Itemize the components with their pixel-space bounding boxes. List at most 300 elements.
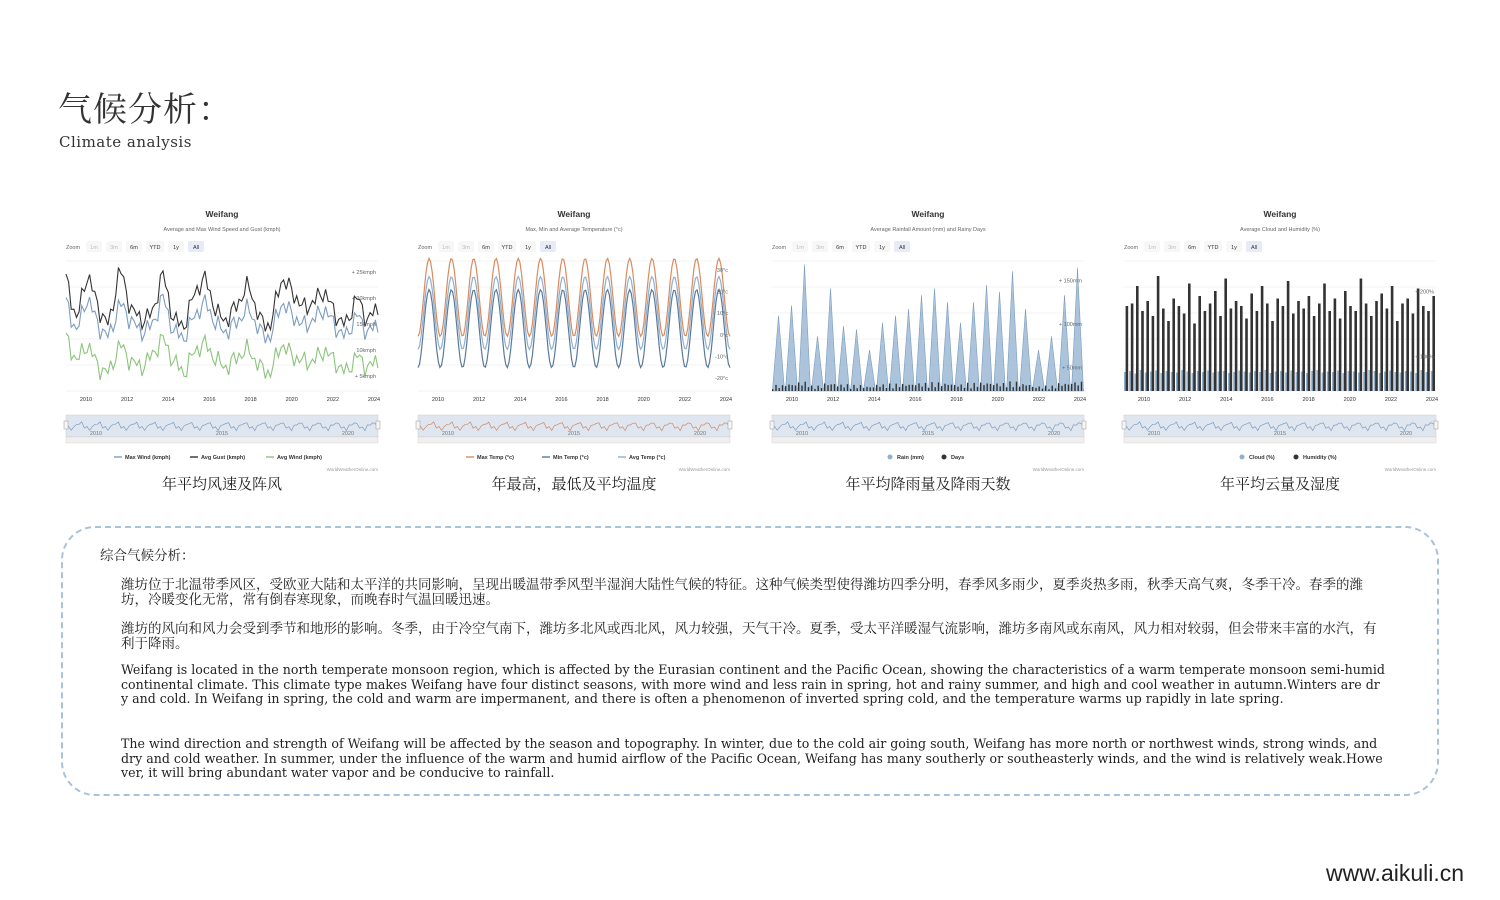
legend-item-label[interactable]: Max Wind (kmph)	[125, 455, 171, 461]
zoom-button-label[interactable]: 3m	[1168, 245, 1176, 251]
legend-item-label[interactable]: Avg Wind (kmph)	[277, 455, 322, 461]
humidity-bar	[1302, 309, 1305, 392]
days-bar	[805, 382, 806, 391]
navigator-left-handle[interactable]	[64, 421, 68, 429]
zoom-button-label[interactable]: All	[544, 245, 552, 251]
days-bar	[779, 388, 780, 391]
humidity-bar	[1339, 319, 1342, 392]
y-tick-label: + 20kmph	[351, 296, 376, 302]
series-line-max-temp	[418, 258, 730, 336]
days-bar	[993, 385, 994, 391]
days-bar	[980, 383, 981, 391]
days-bar	[1055, 388, 1056, 391]
humidity-bar	[1204, 311, 1207, 391]
days-bar	[961, 385, 962, 392]
days-bar	[883, 384, 884, 391]
zoom-button-label[interactable]: 1y	[1231, 245, 1237, 251]
navigator-left-handle[interactable]	[770, 421, 774, 429]
y-tick-label: + 50mm	[1061, 365, 1082, 372]
humidity-bar	[1178, 306, 1181, 391]
navigator-tick-label: 2010	[441, 431, 455, 437]
humidity-bar	[1318, 304, 1321, 392]
days-bar	[983, 385, 984, 391]
x-tick-label: 2010	[79, 397, 93, 403]
days-bar	[909, 385, 910, 391]
days-bar	[860, 385, 861, 391]
x-tick-label: 2018	[596, 397, 609, 403]
humidity-bar	[1214, 291, 1217, 391]
x-tick-label: 2012	[1178, 397, 1192, 403]
navigator-right-handle[interactable]	[1082, 421, 1086, 429]
humidity-bar	[1157, 276, 1160, 391]
days-bar	[847, 384, 848, 391]
days-bar	[866, 387, 867, 391]
humidity-bar	[1401, 304, 1404, 392]
zoom-button-label[interactable]: 1m	[90, 245, 98, 251]
chart-credit: WorldWeatherOnline.com	[1032, 467, 1084, 472]
humidity-bar	[1328, 311, 1331, 391]
navigator-right-handle[interactable]	[1434, 421, 1438, 429]
legend-item-label[interactable]: Max Temp (°c)	[477, 455, 514, 461]
navigator-tick-label: 2020	[341, 431, 355, 437]
zoom-button-label[interactable]: All	[898, 245, 906, 251]
humidity-bar	[1188, 284, 1191, 392]
legend-item-label[interactable]: Humidity (%)	[1303, 455, 1337, 461]
zoom-button-label[interactable]: 1m	[1148, 245, 1156, 251]
wind-chart	[62, 205, 382, 475]
x-tick-label: 2012	[826, 397, 840, 403]
days-bar	[818, 386, 819, 391]
humidity-bar	[1406, 299, 1409, 392]
series-line-avg-gust	[66, 268, 378, 332]
days-bar	[1065, 384, 1066, 391]
humidity-bar	[1141, 311, 1144, 391]
humidity-bar	[1240, 306, 1243, 391]
chart-credit: WorldWeatherOnline.com	[1384, 467, 1436, 472]
zoom-button-label[interactable]: All	[192, 245, 200, 251]
days-bar	[974, 383, 975, 391]
chart-title: Weifang	[205, 209, 239, 219]
days-bar	[899, 387, 900, 391]
wind-chart-panel	[62, 205, 382, 493]
x-tick-label: 2014	[514, 397, 527, 403]
x-tick-label: 2014	[868, 397, 881, 403]
navigator-tick-label: 2015	[1273, 431, 1287, 437]
humidity-bar	[1354, 311, 1357, 391]
navigator-tick-label: 2020	[1399, 431, 1413, 437]
days-bar	[964, 388, 965, 391]
navigator-right-handle[interactable]	[728, 421, 732, 429]
legend-marker	[942, 455, 947, 460]
days-bar	[941, 386, 942, 391]
x-tick-label: 2016	[1261, 397, 1274, 403]
cloud-humidity-chart	[1120, 205, 1440, 475]
x-tick-label: 2022	[678, 397, 692, 403]
zoom-button-label[interactable]: 3m	[110, 245, 118, 251]
days-bar	[840, 385, 841, 391]
days-bar	[1058, 383, 1059, 391]
days-bar	[876, 385, 877, 391]
days-bar	[886, 388, 887, 391]
analysis-paragraph-en-1: Weifang is located in the north temperate monsoon region, which is affected by the Eurasian continent and the Pacific Ocean, showing the characteristics of a warm temperate monsoon semi-humid continental climate. This climate type makes Weifang have four distinct seasons, with more wind and less rain in spring, hot and rainy summer, and high and cool weather in autumn.Winters are dry and cold. In Weifang in spring, the cold and warm are impermanent, and there is often a phenomenon of inverted spring cold, and the temperature warms up rapidly in late spring.	[121, 662, 1389, 707]
days-bar	[954, 385, 955, 391]
x-tick-label: 2016	[555, 397, 568, 403]
days-bar	[1006, 387, 1007, 391]
chart-credit: WorldWeatherOnline.com	[678, 467, 730, 472]
navigator-left-handle[interactable]	[416, 421, 420, 429]
x-tick-label: 2024	[1073, 397, 1087, 403]
zoom-button-label[interactable]: YTD	[1207, 245, 1219, 251]
humidity-bar	[1282, 306, 1285, 391]
days-bar	[824, 384, 825, 392]
days-bar	[1042, 389, 1043, 391]
page-subtitle: Climate analysis	[59, 133, 192, 151]
days-bar	[798, 382, 799, 391]
days-bar	[1032, 387, 1033, 391]
days-bar	[831, 384, 832, 391]
days-bar	[889, 384, 890, 392]
x-tick-label: 2012	[120, 397, 134, 403]
days-bar	[879, 387, 880, 391]
days-bar	[808, 387, 809, 391]
chart-subtitle: Average Cloud and Humidity (%)	[1240, 227, 1320, 233]
chart-title: Weifang	[911, 209, 945, 219]
legend-item-label[interactable]: Avg Temp (°c)	[629, 455, 666, 461]
y-tick-label: + 200%	[1415, 289, 1434, 296]
days-bar	[1009, 381, 1010, 391]
humidity-bar	[1380, 294, 1383, 392]
days-bar	[925, 383, 926, 391]
humidity-bar	[1126, 306, 1129, 391]
zoom-button-label[interactable]: 1y	[173, 245, 179, 251]
x-tick-label: 2022	[326, 397, 340, 403]
humidity-bar	[1334, 299, 1337, 392]
rainfall-chart	[768, 205, 1088, 475]
days-bar	[792, 385, 793, 391]
zoom-label: Zoom	[1124, 245, 1139, 251]
x-tick-label: 2018	[1302, 397, 1315, 403]
humidity-bar	[1183, 314, 1186, 392]
wind-chart-caption: 年平均风速及阵风	[161, 475, 282, 493]
humidity-bar	[1131, 304, 1134, 392]
temperature-chart	[414, 205, 734, 475]
x-tick-label: 2020	[285, 397, 298, 403]
zoom-button-label[interactable]: YTD	[855, 245, 867, 251]
x-tick-label: 2018	[244, 397, 257, 403]
days-bar	[905, 386, 906, 391]
days-bar	[870, 387, 871, 391]
humidity-bar	[1360, 279, 1363, 392]
navigator-right-handle[interactable]	[376, 421, 380, 429]
humidity-bar	[1224, 279, 1227, 392]
days-bar	[863, 388, 864, 391]
legend-item-label[interactable]: Days	[951, 455, 965, 461]
days-bar	[827, 385, 828, 391]
y-tick-label: -20°c	[715, 376, 728, 383]
days-bar	[892, 388, 893, 391]
navigator-scrollbar[interactable]	[418, 437, 730, 443]
humidity-bar	[1396, 321, 1399, 391]
humidity-bar	[1292, 314, 1295, 392]
humidity-bar	[1391, 286, 1394, 391]
humidity-bar	[1235, 301, 1238, 391]
zoom-button-label[interactable]: 3m	[462, 245, 470, 251]
navigator-tick-label: 2010	[1147, 431, 1161, 437]
humidity-bar	[1250, 294, 1253, 392]
navigator-tick-label: 2015	[215, 431, 229, 437]
days-bar	[873, 387, 874, 391]
days-bar	[1003, 383, 1004, 391]
temperature-chart-panel	[414, 205, 734, 493]
legend-item-label[interactable]: Rain (mm)	[897, 455, 924, 461]
x-tick-label: 2014	[162, 397, 175, 403]
days-bar	[1052, 386, 1053, 391]
days-bar	[788, 385, 789, 392]
chart-subtitle: Max, Min and Average Temperature (°c)	[525, 227, 623, 233]
y-tick-label: + 150mm	[1058, 278, 1082, 285]
humidity-bar	[1146, 301, 1149, 391]
x-tick-label: 2022	[1032, 397, 1046, 403]
days-bar	[951, 385, 952, 391]
navigator-scrollbar[interactable]	[772, 437, 1084, 443]
x-tick-label: 2014	[1220, 397, 1233, 403]
humidity-bar	[1152, 316, 1155, 391]
days-bar	[837, 386, 838, 391]
x-tick-label: 2020	[637, 397, 650, 403]
zoom-button-label[interactable]: 1m	[796, 245, 804, 251]
days-bar	[1078, 385, 1079, 391]
days-bar	[938, 382, 939, 391]
navigator-tick-label: 2020	[1047, 431, 1061, 437]
temperature-chart-caption: 年最高，最低及平均温度	[491, 475, 657, 493]
analysis-title: 综合气候分析：	[100, 548, 195, 564]
days-bar	[1068, 385, 1069, 391]
y-tick-label: + 5kmph	[354, 374, 376, 380]
watermark: www.aikuli.cn	[1326, 860, 1465, 886]
y-tick-label: -10°c	[715, 354, 728, 361]
humidity-bar	[1245, 319, 1248, 392]
humidity-bar	[1313, 316, 1316, 391]
days-bar	[795, 386, 796, 392]
days-bar	[948, 385, 949, 391]
humidity-bar	[1287, 281, 1290, 391]
days-bar	[1048, 389, 1049, 391]
zoom-button-label[interactable]: 3m	[816, 245, 824, 251]
days-bar	[857, 388, 858, 391]
zoom-button-label[interactable]: 1y	[525, 245, 531, 251]
analysis-paragraph-cn-2: 潍坊的风向和风力会受到季节和地形的影响。冬季，由于冷空气南下，潍坊多北风或西北风，风力较强，天气干冷。夏季，受太平洋暖湿气流影响，潍坊多南风或东南风，风力相对较弱，但会带来丰富的水汽，有利于降雨。	[121, 621, 1377, 652]
zoom-label: Zoom	[66, 245, 81, 251]
days-bar	[915, 385, 916, 391]
x-tick-label: 2024	[367, 397, 381, 403]
legend-item-label[interactable]: Avg Gust (kmph)	[201, 455, 246, 461]
days-bar	[935, 387, 936, 391]
humidity-bar	[1198, 296, 1201, 391]
days-bar	[1035, 388, 1036, 391]
days-bar	[1061, 386, 1062, 391]
x-tick-label: 2010	[785, 397, 799, 403]
humidity-bar	[1266, 304, 1269, 392]
humidity-bar	[1375, 301, 1378, 391]
days-bar	[1074, 382, 1075, 391]
navigator-tick-label: 2010	[795, 431, 809, 437]
cloud-humidity-chart-caption: 年平均云量及湿度	[1219, 475, 1340, 493]
x-tick-label: 2010	[1137, 397, 1151, 403]
days-bar	[1071, 384, 1072, 391]
humidity-bar	[1219, 316, 1222, 391]
humidity-bar	[1136, 286, 1139, 391]
days-bar	[1016, 382, 1017, 391]
days-bar	[814, 389, 815, 391]
days-bar	[967, 383, 968, 391]
humidity-bar	[1162, 309, 1165, 392]
x-tick-label: 2024	[1425, 397, 1439, 403]
days-bar	[772, 389, 773, 391]
days-bar	[1000, 386, 1001, 391]
days-bar	[1019, 387, 1020, 391]
x-tick-label: 2016	[203, 397, 216, 403]
days-bar	[1045, 386, 1046, 391]
days-bar	[775, 385, 776, 391]
days-bar	[896, 384, 897, 391]
chart-title: Weifang	[1263, 209, 1297, 219]
humidity-bar	[1370, 316, 1373, 391]
days-bar	[912, 385, 913, 391]
humidity-bar	[1230, 309, 1233, 392]
zoom-button-label[interactable]: YTD	[149, 245, 161, 251]
x-tick-label: 2024	[719, 397, 733, 403]
humidity-bar	[1344, 291, 1347, 391]
days-bar	[977, 387, 978, 391]
days-bar	[801, 386, 802, 392]
days-bar	[970, 388, 971, 391]
y-tick-label: 15kmph	[356, 322, 376, 328]
rainfall-chart-caption: 年平均降雨量及降雨天数	[845, 475, 1011, 493]
days-bar	[1029, 385, 1030, 391]
days-bar	[1013, 387, 1014, 391]
zoom-label: Zoom	[418, 245, 433, 251]
legend-marker	[1294, 455, 1299, 460]
days-bar	[1022, 384, 1023, 391]
humidity-bar	[1172, 299, 1175, 392]
navigator-tick-label: 2015	[567, 431, 581, 437]
zoom-button-label[interactable]: 1y	[879, 245, 885, 251]
humidity-bar	[1209, 304, 1212, 392]
zoom-button-label[interactable]: YTD	[501, 245, 513, 251]
days-bar	[850, 389, 851, 391]
days-bar	[834, 384, 835, 391]
y-tick-label: + 100%	[1415, 354, 1434, 361]
y-tick-label: + 100mm	[1058, 322, 1082, 328]
navigator-tick-label: 2015	[921, 431, 935, 437]
days-bar	[996, 384, 997, 392]
days-bar	[1039, 387, 1040, 392]
days-bar	[990, 384, 991, 391]
humidity-bar	[1386, 309, 1389, 392]
y-tick-label: 30°c	[716, 267, 728, 274]
zoom-button-label[interactable]: 1m	[442, 245, 450, 251]
y-tick-label: + 25kmph	[351, 270, 376, 276]
rain-area	[772, 264, 1084, 391]
chart-credit: WorldWeatherOnline.com	[326, 467, 378, 472]
days-bar	[844, 388, 845, 392]
x-tick-label: 2012	[472, 397, 486, 403]
legend-marker	[888, 455, 893, 460]
humidity-bar	[1365, 304, 1368, 392]
x-tick-label: 2016	[909, 397, 922, 403]
days-bar	[957, 387, 958, 391]
legend-item-label[interactable]: Min Temp (°c)	[553, 455, 589, 461]
y-tick-label: 20°c	[716, 289, 728, 296]
days-bar	[811, 386, 812, 392]
zoom-button-label[interactable]: All	[1250, 245, 1258, 251]
humidity-bar	[1427, 311, 1430, 391]
zoom-button-label[interactable]: 6m	[482, 245, 490, 251]
rainfall-chart-panel	[768, 205, 1088, 493]
humidity-bar	[1412, 314, 1415, 392]
x-tick-label: 2010	[431, 397, 445, 403]
chart-subtitle: Average Rainfall Amount (mm) and Rainy Days	[870, 227, 986, 233]
days-bar	[782, 385, 783, 391]
humidity-bar	[1323, 284, 1326, 392]
days-bar	[918, 383, 919, 391]
x-tick-label: 2022	[1384, 397, 1398, 403]
days-bar	[922, 387, 923, 391]
navigator-tick-label: 2020	[693, 431, 707, 437]
humidity-bar	[1256, 311, 1259, 391]
days-bar	[931, 382, 932, 391]
days-bar	[987, 384, 988, 392]
humidity-bar	[1261, 286, 1264, 391]
analysis-paragraph-en-2: The wind direction and strength of Weifang will be affected by the season and topography. In winter, due to the cold air going south, Weifang has more north or northwest winds, strong winds, and dry and cold weather. In summer, under the influence of the warm and humid airflow of the Pacific Ocean, Weifang has many southerly or southeasterly winds, and the wind is relatively weak.However, it will bring abundant water vapor and be conducive to rainfall.	[121, 736, 1383, 781]
days-bar	[821, 388, 822, 391]
navigator-scrollbar[interactable]	[1124, 437, 1436, 443]
series-line-avg-wind	[66, 333, 378, 380]
legend-item-label[interactable]: Cloud (%)	[1249, 455, 1275, 461]
zoom-label: Zoom	[772, 245, 787, 251]
days-bar	[1081, 382, 1082, 391]
x-tick-label: 2020	[991, 397, 1004, 403]
cloud-humidity-chart-panel	[1120, 205, 1440, 493]
humidity-bar	[1167, 321, 1170, 391]
humidity-bar	[1349, 306, 1352, 391]
days-bar	[785, 386, 786, 391]
analysis-paragraph-cn-1: 潍坊位于北温带季风区，受欧亚大陆和太平洋的共同影响，呈现出暖温带季风型半湿润大陆性气候的特征。这种气候类型使得潍坊四季分明，春季风多雨少，夏季炎热多雨，秋季天高气爽，冬季干冷。春季的潍坊，冷暖变化无常，常有倒春寒现象，而晚春时气温回暖迅速。	[121, 577, 1363, 608]
chart-title: Weifang	[557, 209, 591, 219]
days-bar	[928, 388, 929, 391]
days-bar	[853, 385, 854, 391]
page-title: 气候分析：	[58, 90, 233, 130]
navigator-scrollbar[interactable]	[66, 437, 378, 443]
zoom-button-label[interactable]: 6m	[130, 245, 138, 251]
navigator-tick-label: 2010	[89, 431, 103, 437]
y-tick-label: 10°c	[716, 311, 728, 318]
days-bar	[1026, 386, 1027, 392]
zoom-button-label[interactable]: 6m	[1188, 245, 1196, 251]
humidity-bar	[1297, 301, 1300, 391]
humidity-bar	[1276, 299, 1279, 392]
humidity-bar	[1432, 296, 1435, 391]
y-tick-label: 10kmph	[356, 348, 376, 354]
y-tick-label: 0°c	[719, 332, 728, 339]
navigator-left-handle[interactable]	[1122, 421, 1126, 429]
days-bar	[944, 384, 945, 391]
humidity-bar	[1193, 324, 1196, 392]
x-tick-label: 2020	[1343, 397, 1356, 403]
zoom-button-label[interactable]: 6m	[836, 245, 844, 251]
humidity-bar	[1422, 306, 1425, 391]
days-bar	[902, 384, 903, 391]
